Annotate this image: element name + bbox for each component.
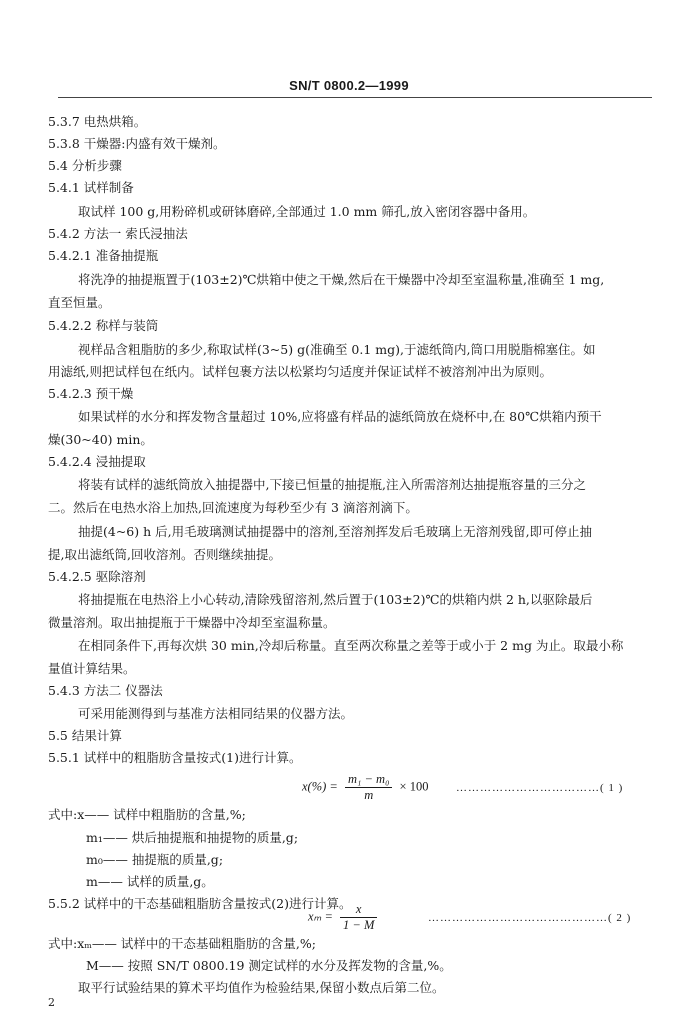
variable-definition: m₁—— 烘后抽提瓶和抽提物的质量,g; bbox=[86, 830, 299, 845]
paragraph-line: 提,取出滤纸筒,回收溶剂。否则继续抽提。 bbox=[48, 547, 281, 562]
formula-2-numerator: x bbox=[340, 902, 377, 918]
paragraph-line: 燥(30~40) min。 bbox=[48, 432, 153, 447]
formula-1-numerator: m₁ − m₀ bbox=[345, 772, 392, 788]
formula-1-denominator: m bbox=[364, 788, 374, 802]
variable-definition: M—— 按照 SN/T 0800.19 测定试样的水分及挥发物的含量,%。 bbox=[86, 958, 452, 973]
clause-5-3-7: 5.3.7 电热烘箱。 bbox=[48, 114, 147, 129]
variable-definition: m₀—— 抽提瓶的质量,g; bbox=[86, 852, 224, 867]
paragraph-line: 将洗净的抽提瓶置于(103±2)℃烘箱中使之干燥,然后在干燥器中冷却至室温称量,准确至 1 mg, bbox=[78, 272, 605, 287]
equation-number-1: ………………………………( 1 ) bbox=[456, 782, 624, 794]
paragraph-line: 用滤纸,则把试样包在纸内。试样包裹方法以松紧均匀适度并保证试样不被溶剂冲出为原则。 bbox=[48, 364, 552, 379]
paragraph-line: 二。然后在电热水浴上加热,回流速度为每秒至少有 3 滴溶剂滴下。 bbox=[48, 500, 418, 515]
clause-5-5-1: 5.5.1 试样中的粗脂肪含量按式(1)进行计算。 bbox=[48, 750, 302, 765]
paragraph-line: 抽提(4~6) h 后,用毛玻璃测试抽提器中的溶剂,至溶剂挥发后毛玻璃上无溶剂残留,即可停止抽 bbox=[78, 524, 593, 539]
page-number: 2 bbox=[48, 996, 55, 1009]
paragraph-line: 视样品含粗脂肪的多少,称取试样(3~5) g(准确至 0.1 mg),于滤纸筒内,筒口用脱脂棉塞住。如 bbox=[78, 342, 596, 357]
formula-1-fraction bbox=[345, 772, 392, 803]
formula-2-denominator: 1 − M bbox=[343, 918, 375, 932]
variable-definition: m—— 试样的质量,g。 bbox=[86, 874, 214, 889]
clause-5-4-2-2: 5.4.2.2 称样与装筒 bbox=[48, 318, 159, 333]
paragraph-line: 如果试样的水分和挥发物含量超过 10%,应将盛有样品的滤纸筒放在烧杯中,在 80℃烘箱内预干 bbox=[78, 409, 602, 424]
paragraph-line: 可采用能测得到与基准方法相同结果的仪器方法。 bbox=[78, 706, 354, 721]
clause-5-4-2: 5.4.2 方法一 索氏浸抽法 bbox=[48, 226, 188, 241]
clause-5-4-2-4: 5.4.2.4 浸抽提取 bbox=[48, 454, 146, 469]
formula-2-lhs: xₘ = bbox=[308, 909, 333, 924]
paragraph-line: 取平行试验结果的算术平均值作为检验结果,保留小数点后第二位。 bbox=[78, 980, 445, 995]
header-rule bbox=[58, 97, 652, 98]
paragraph-line: 直至恒量。 bbox=[48, 295, 111, 310]
clause-5-5-2: 5.5.2 试样中的干态基础粗脂肪含量按式(2)进行计算。 bbox=[48, 896, 352, 911]
paragraph-line: 将抽提瓶在电热浴上小心转动,清除残留溶剂,然后置于(103±2)℃的烘箱内烘 2 h,以驱除最后 bbox=[78, 592, 593, 607]
formula-1 bbox=[302, 772, 428, 803]
clause-5-5: 5.5 结果计算 bbox=[48, 728, 122, 743]
paragraph-line: 微量溶剂。取出抽提瓶于干燥器中冷却至室温称量。 bbox=[48, 615, 336, 630]
formula-2 bbox=[308, 902, 381, 933]
variable-definition: 式中:xₘ—— 试样中的干态基础粗脂肪的含量,%; bbox=[48, 936, 316, 951]
clause-5-4-2-1: 5.4.2.1 准备抽提瓶 bbox=[48, 248, 159, 263]
formula-2-fraction bbox=[340, 902, 377, 933]
formula-1-lhs: x(%) = bbox=[302, 779, 338, 794]
formula-1-rhs: × 100 bbox=[399, 779, 429, 794]
clause-5-4-2-5: 5.4.2.5 驱除溶剂 bbox=[48, 569, 146, 584]
clause-5-4-3: 5.4.3 方法二 仪器法 bbox=[48, 683, 163, 698]
standard-header: SN/T 0800.2—1999 bbox=[289, 78, 409, 93]
paragraph-line: 在相同条件下,再每次烘 30 min,冷却后称量。直至两次称量之差等于或小于 2 mg 为止。取最小称 bbox=[78, 638, 624, 653]
variable-definition: 式中:x—— 试样中粗脂肪的含量,%; bbox=[48, 807, 246, 822]
equation-number-2: ………………………………………( 2 ) bbox=[428, 912, 632, 924]
paragraph-line: 量值计算结果。 bbox=[48, 661, 136, 676]
clause-5-4: 5.4 分析步骤 bbox=[48, 158, 122, 173]
clause-5-3-8: 5.3.8 干燥器:内盛有效干燥剂。 bbox=[48, 136, 226, 151]
clause-5-4-1: 5.4.1 试样制备 bbox=[48, 180, 134, 195]
clause-5-4-2-3: 5.4.2.3 预干燥 bbox=[48, 386, 134, 401]
paragraph-line: 将装有试样的滤纸筒放入抽提器中,下接已恒量的抽提瓶,注入所需溶剂达抽提瓶容量的三分之 bbox=[78, 477, 586, 492]
paragraph-line: 取试样 100 g,用粉碎机或研钵磨碎,全部通过 1.0 mm 筛孔,放入密闭容器中备用。 bbox=[78, 204, 536, 219]
